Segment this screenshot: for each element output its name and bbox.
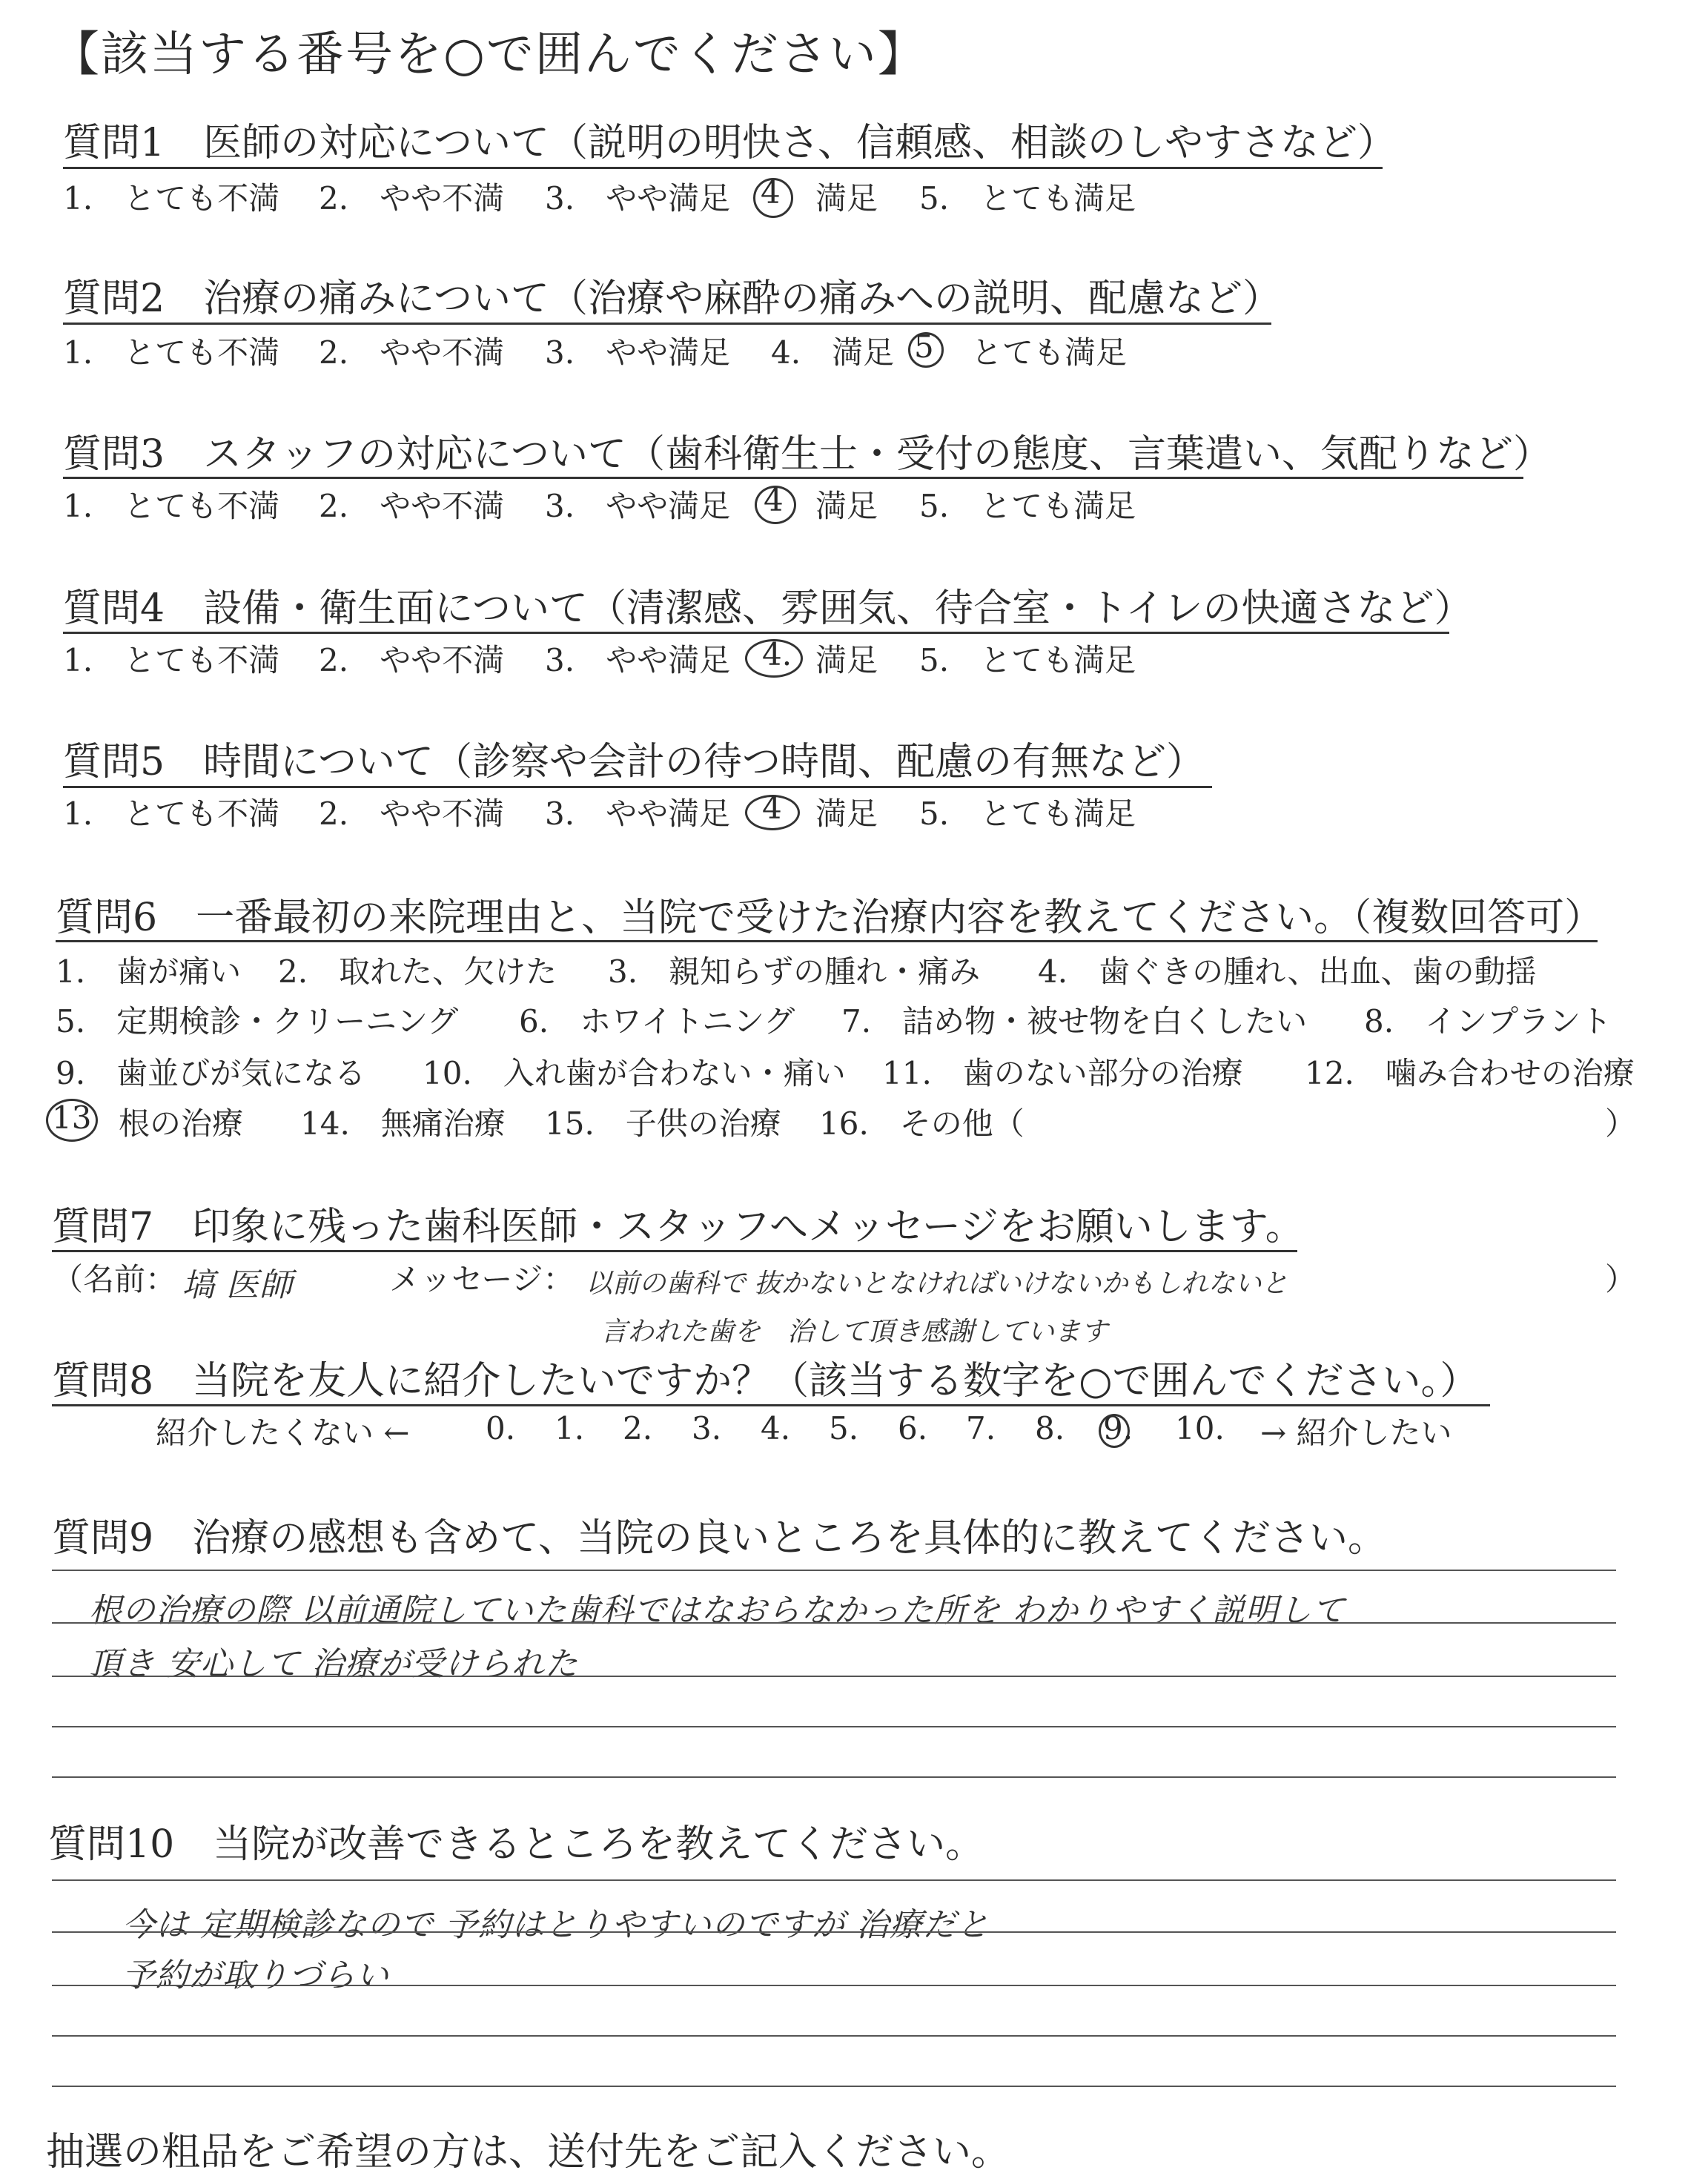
q6-option-4[interactable]: 4. 歯ぐきの腫れ、出血、歯の動揺: [1038, 953, 1537, 990]
q8-right-label: → 紹介したい: [1260, 1415, 1452, 1451]
q6-option-3[interactable]: 3. 親知らずの腫れ・痛み: [608, 953, 981, 990]
q4-option-4-number[interactable]: 4.: [762, 636, 792, 672]
q6-option-6[interactable]: 6. ホワイトニング: [519, 1003, 795, 1039]
q5-option-2[interactable]: 2. やや不満: [319, 796, 505, 832]
q6-option-11[interactable]: 11. 歯のない部分の治療: [882, 1055, 1243, 1091]
q7-close-paren: ）: [1605, 1261, 1637, 1297]
question-1-label: 質問1 医師の対応について（説明の明快さ、信頼感、相談のしやすさなど）: [63, 121, 1396, 165]
q9-answer-line-2[interactable]: 頂き 安心して 治療が受けられた: [89, 1645, 578, 1683]
question-3-label: 質問3 スタッフの対応について（歯科衛生士・受付の態度、言葉遣い、気配りなど）: [63, 432, 1552, 477]
q6-option-15[interactable]: 15. 子供の治療: [545, 1105, 781, 1142]
q7-name-label: （名前：: [52, 1261, 177, 1297]
q3-option-3[interactable]: 3. やや満足: [545, 488, 731, 524]
q3-option-4-text[interactable]: 満足: [815, 488, 878, 524]
q1-option-2[interactable]: 2. やや不満: [319, 180, 505, 216]
q7-message-line-1[interactable]: 以前の歯科で 抜かないとなければいけないかもしれないと: [586, 1269, 1288, 1299]
q6-option-12[interactable]: 12. 噛み合わせの治療: [1305, 1055, 1635, 1091]
question-4-label: 質問4 設備・衛生面について（清潔感、雰囲気、待合室・トイレの快適さなど）: [63, 586, 1473, 631]
q5-option-5[interactable]: 5. とても満足: [919, 796, 1136, 832]
q5-option-3[interactable]: 3. やや満足: [545, 796, 731, 832]
question-5-label: 質問5 時間について（診察や会計の待つ時間、配慮の有無など）: [63, 740, 1205, 784]
q3-option-2[interactable]: 2. やや不満: [319, 488, 505, 524]
q4-option-3[interactable]: 3. やや満足: [545, 642, 731, 678]
question-7-label: 質問7 印象に残った歯科医師・スタッフへメッセージをお願いします。: [52, 1205, 1304, 1249]
q10-answer-line-2[interactable]: 予約が取りづらい: [122, 1957, 389, 1994]
q1-option-5[interactable]: 5. とても満足: [919, 180, 1136, 216]
q7-message-label: メッセージ：: [389, 1261, 575, 1297]
q8-scale-2[interactable]: 2.: [623, 1410, 653, 1446]
question-9-label: 質問9 治療の感想も含めて、当院の良いところを具体的に教えてください。: [52, 1516, 1387, 1561]
q3-option-4-number[interactable]: 4: [764, 482, 784, 518]
q1-option-4-number[interactable]: 4: [761, 174, 781, 211]
q8-scale-6[interactable]: 6.: [898, 1410, 928, 1446]
q5-option-4-text[interactable]: 満足: [815, 796, 878, 832]
q2-option-5-text[interactable]: とても満足: [971, 334, 1128, 371]
q8-scale-9[interactable]: 9.: [1103, 1410, 1133, 1446]
q5-option-4-number[interactable]: 4: [762, 790, 782, 826]
question-10-label: 質問10 当院が改善できるところを教えてください。: [48, 1822, 984, 1867]
q6-option-8[interactable]: 8. インプラント: [1364, 1003, 1612, 1039]
footer-note: 抽選の粗品をご希望の方は、送付先をご記入ください。: [46, 2130, 1010, 2175]
q8-scale-4[interactable]: 4.: [761, 1410, 791, 1446]
question-2-label: 質問2 治療の痛みについて（治療や麻酔の痛みへの説明、配慮など）: [63, 277, 1282, 321]
q6-option-13-text[interactable]: 根の治療: [119, 1105, 244, 1142]
q1-option-1[interactable]: 1. とても不満: [63, 180, 280, 216]
q4-option-2[interactable]: 2. やや不満: [319, 642, 505, 678]
q8-left-label: 紹介したくない ←: [156, 1415, 410, 1451]
q6-option-7[interactable]: 7. 詰め物・被せ物を白くしたい: [841, 1003, 1308, 1039]
q6-option-14[interactable]: 14. 無痛治療: [300, 1105, 506, 1142]
q10-answer-line-1[interactable]: 今は 定期検診なので 予約はとりやすいのですが 治療だと: [122, 1906, 990, 1944]
q8-scale-8[interactable]: 8.: [1035, 1410, 1065, 1446]
question-6-label: 質問6 一番最初の来院理由と、当院で受けた治療内容を教えてください。（複数回答可）: [56, 896, 1603, 940]
q4-option-5[interactable]: 5. とても満足: [919, 642, 1136, 678]
q3-option-1[interactable]: 1. とても不満: [63, 488, 280, 524]
q2-option-5-number[interactable]: 5: [914, 328, 934, 365]
q2-option-1[interactable]: 1. とても不満: [63, 334, 280, 371]
q9-answer-line-1[interactable]: 根の治療の際 以前通院していた歯科ではなおらなかった所を わかりやすく説明して: [89, 1592, 1345, 1630]
q6-option-16[interactable]: 16. その他（: [819, 1105, 1025, 1142]
q1-option-3[interactable]: 3. やや満足: [545, 180, 731, 216]
q3-option-5[interactable]: 5. とても満足: [919, 488, 1136, 524]
q2-option-4[interactable]: 4. 満足: [771, 334, 895, 371]
q6-option-2[interactable]: 2. 取れた、欠けた: [278, 953, 557, 990]
q8-scale-3[interactable]: 3.: [692, 1410, 722, 1446]
question-8-label: 質問8 当院を友人に紹介したいですか？（該当する数字を○で囲んでください。）: [52, 1359, 1479, 1403]
q4-option-4-text[interactable]: 満足: [815, 642, 878, 678]
q8-scale-10[interactable]: 10.: [1175, 1410, 1225, 1446]
q5-option-1[interactable]: 1. とても不満: [63, 796, 280, 832]
q6-option-9[interactable]: 9. 歯並びが気になる: [56, 1055, 366, 1091]
q6-option-13-number[interactable]: 13: [52, 1099, 92, 1136]
q8-scale-1[interactable]: 1.: [555, 1410, 585, 1446]
q6-option-10[interactable]: 10. 入れ歯が合わない・痛い: [423, 1055, 846, 1091]
q2-option-3[interactable]: 3. やや満足: [545, 334, 731, 371]
q7-message-line-2[interactable]: 言われた歯を 治して頂き感謝しています: [600, 1317, 1108, 1347]
q8-scale-5[interactable]: 5.: [829, 1410, 859, 1446]
q8-scale-0[interactable]: 0.: [486, 1410, 516, 1446]
q2-option-2[interactable]: 2. やや不満: [319, 334, 505, 371]
q6-option-16-close: ）: [1605, 1105, 1637, 1142]
page-title: 【該当する番号を○で囲んでください】: [52, 27, 927, 82]
q4-option-1[interactable]: 1. とても不満: [63, 642, 280, 678]
q7-name-value[interactable]: 塙 医師: [182, 1266, 293, 1304]
q1-option-4-text[interactable]: 満足: [815, 180, 878, 216]
q6-option-5[interactable]: 5. 定期検診・クリーニング: [56, 1003, 459, 1039]
q6-option-1[interactable]: 1. 歯が痛い: [56, 953, 242, 990]
q8-scale-7[interactable]: 7.: [966, 1410, 996, 1446]
